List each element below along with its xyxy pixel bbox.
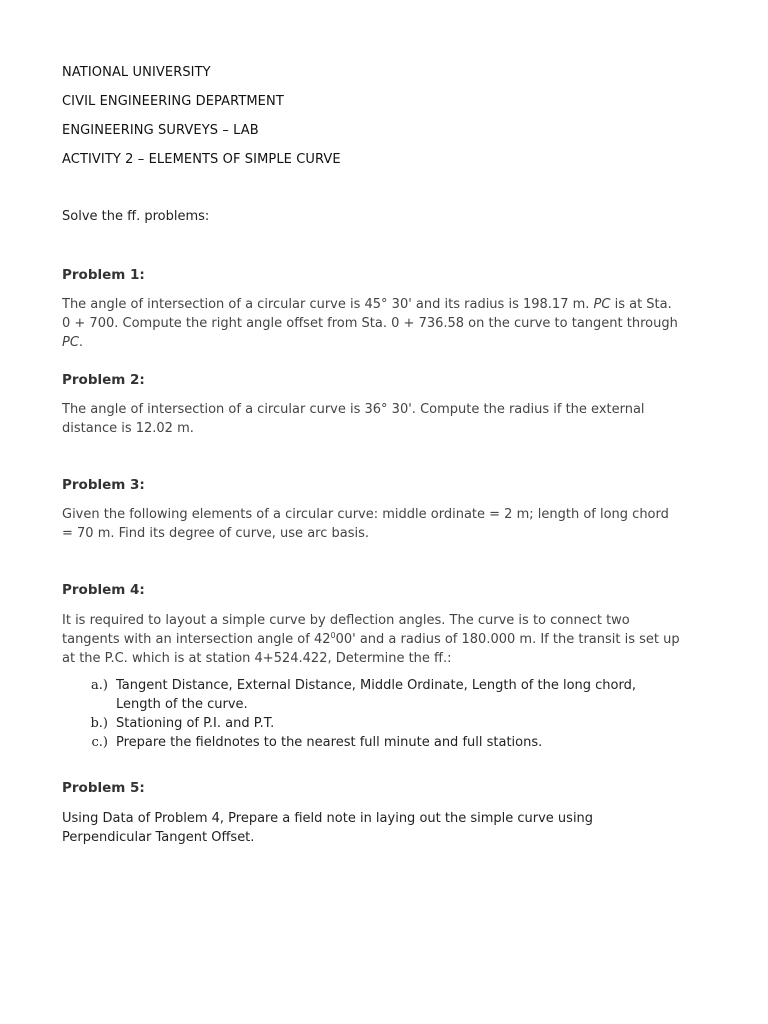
list-marker: a.) (91, 678, 108, 693)
problem-1-text: The angle of intersection of a circular curve is 45° 30' and its radius is 198.17 m. PC is at Sta. 0 + 700. Compute the right angle offset from Sta. 0 + 736.58 on the curve to tangent through PC. (62, 297, 678, 350)
department-name: CIVIL ENGINEERING DEPARTMENT (62, 94, 284, 109)
university-name: NATIONAL UNIVERSITY (62, 65, 211, 80)
list-item-text: Tangent Distance, External Distance, Middle Ordinate, Length of the long chord, Length of the curve. (116, 678, 636, 712)
problem-5-text: Using Data of Problem 4, Prepare a field note in laying out the simple curve using Perpendicular Tangent Offset. (62, 811, 594, 845)
problem-1-title: Problem 1: (62, 267, 145, 283)
list-item (62, 733, 682, 752)
course-name: ENGINEERING SURVEYS – LAB (62, 123, 259, 138)
list-item (62, 676, 682, 714)
list-item-text: Stationing of P.I. and P.T. (116, 716, 275, 731)
list-item (62, 714, 682, 733)
list-item-text: Prepare the fieldnotes to the nearest full minute and full stations. (116, 735, 543, 750)
problem-2-title: Problem 2: (62, 372, 145, 388)
instructions: Solve the ff. problems: (62, 209, 210, 224)
activity-title: ACTIVITY 2 – ELEMENTS OF SIMPLE CURVE (62, 152, 341, 167)
list-marker: c.) (91, 735, 108, 750)
problem-4-text: It is required to layout a simple curve by deflection angles. The curve is to connect two tangents with an intersection angle of $42^000'$ and a radius of 180.000 m. If the transit is set up at the P.C. which is at station 4+524.422, Determine the ff.: (62, 613, 680, 666)
problem-3-title: Problem 3: (62, 477, 145, 493)
list-marker: b.) (90, 716, 108, 731)
problem-5-title: Problem 5: (62, 780, 145, 796)
problem-3-text: Given the following elements of a circular curve: middle ordinate = 2 m; length of long chord = 70 m. Find its degree of curve, use arc basis. (62, 507, 669, 541)
problem-4-subitems (62, 676, 682, 752)
problem-4-title: Problem 4: (62, 582, 145, 598)
problem-2-text: The angle of intersection of a circular curve is 36° 30'. Compute the radius if the external distance is 12.02 m. (62, 402, 645, 436)
